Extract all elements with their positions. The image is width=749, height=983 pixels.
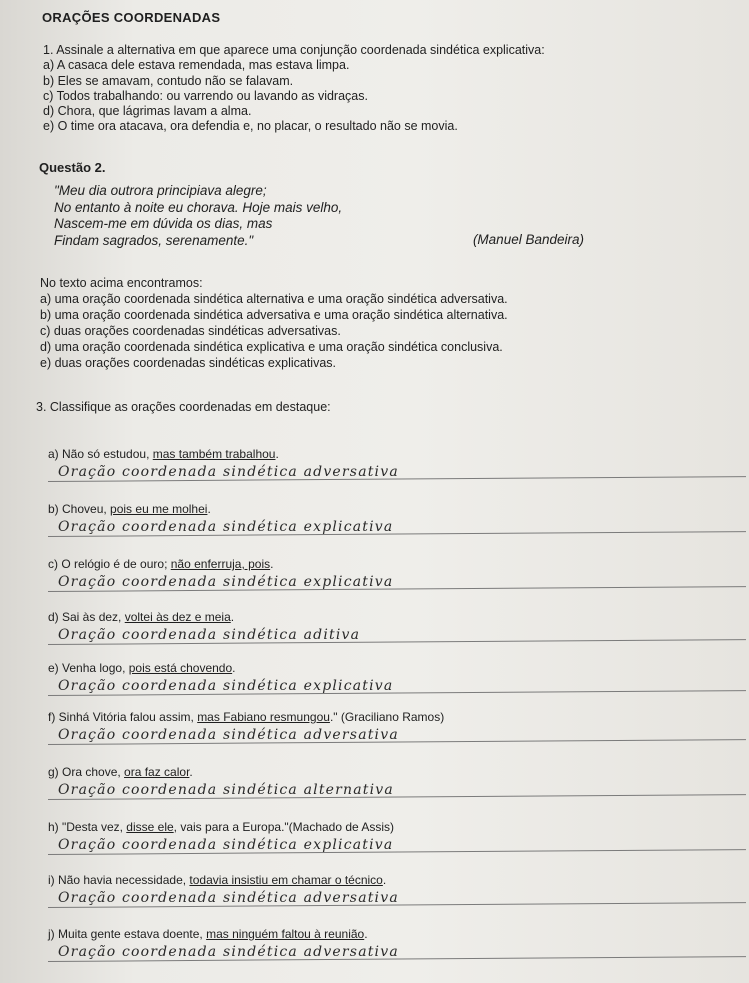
handwritten-answer[interactable]: Oração coordenada sindética adversativa [58,464,399,480]
handwritten-answer[interactable]: Oração coordenada sindética explicativa [58,519,394,535]
handwritten-answer[interactable]: Oração coordenada sindética explicativa [58,574,394,590]
poem-line-3: Nascem-me em dúvida os dias, mas [54,216,273,231]
item-prompt [48,447,279,461]
highlighted-clause: mas também trabalhou [152,447,276,461]
highlighted-clause: pois está chovendo [128,661,233,675]
prompt-text-end: . [189,765,193,779]
question-2-option-e: e) duas orações coordenadas sindéticas explicativas. [40,356,337,370]
item-prompt [48,873,386,887]
prompt-text-end: . [270,557,274,571]
question-1 [43,43,545,135]
question-1-option-b: b) Eles se amavam, contudo não se falavam. [43,73,294,88]
question-3-item-h [48,820,748,870]
handwritten-answer[interactable]: Oração coordenada sindética alternativa [58,782,394,798]
question-1-statement: 1. Assinale a alternativa em que aparece uma conjunção coordenada sindética explicativa: [43,43,545,57]
prompt-text-end: . [382,873,387,887]
question-3-item-b [48,502,748,552]
handwritten-answer[interactable]: Oração coordenada sindética adversativa [58,944,399,960]
highlighted-clause: ora faz calor [124,765,190,779]
highlighted-clause: mas ninguém faltou à reunião [206,927,365,941]
item-prompt [48,820,394,834]
prompt-text: d) Sai às dez, [48,610,125,624]
handwritten-answer[interactable]: Oração coordenada sindética aditiva [58,627,361,643]
handwritten-answer[interactable]: Oração coordenada sindética adversativa [58,890,399,906]
question-2-option-a: a) uma oração coordenada sindética alternativa e uma oração sindética adversativa. [40,292,508,306]
item-prompt [48,557,273,571]
question-2-option-c: c) duas orações coordenadas sindéticas adversativas. [40,324,341,338]
handwritten-answer[interactable]: Oração coordenada sindética explicativa [58,837,394,853]
question-2 [40,275,508,371]
question-2-heading: Questão 2. [39,160,106,175]
question-3-item-g [48,765,748,815]
question-1-option-c: c) Todos trabalhando: ou varrendo ou lavando as vidraças. [43,88,368,103]
question-3-item-e [48,661,748,711]
highlighted-clause: pois eu me molhei [110,502,208,516]
question-3-item-c [48,557,748,607]
prompt-text-end: ." (Graciliano Ramos) [329,710,445,724]
item-prompt [48,661,235,675]
poem-line-2: No entanto à noite eu chorava. Hoje mais velho, [54,199,343,215]
prompt-text: f) Sinhá Vitória falou assim, [48,710,198,724]
item-prompt [48,710,444,724]
question-3-item-j [48,927,748,977]
prompt-text-end: . [207,502,211,516]
handwritten-answer[interactable]: Oração coordenada sindética explicativa [58,678,394,694]
worksheet-title: ORAÇÕES COORDENADAS [42,10,221,25]
prompt-text: g) Ora chove, [48,765,125,779]
highlighted-clause: disse ele [126,820,174,834]
item-prompt [48,765,193,779]
question-3-item-a [48,447,748,497]
question-3-item-i [48,873,748,923]
poem-excerpt [54,183,584,249]
poem-line-4: Findam sagrados, serenamente." [54,232,254,248]
prompt-text: e) Venha logo, [48,661,129,675]
prompt-text-end: . [364,927,368,941]
question-2-intro: No texto acima encontramos: [40,276,203,290]
question-2-option-b: b) uma oração coordenada sindética adversativa e uma oração sindética alternativa. [40,308,508,322]
prompt-text: i) Não havia necessidade, [48,873,190,887]
prompt-text-end: , vais para a Europa."(Machado de Assis) [173,820,395,834]
item-prompt [48,927,368,941]
poem-author: (Manuel Bandeira) [472,232,584,247]
question-1-option-e: e) O time ora atacava, ora defendia e, no placar, o resultado não se movia. [43,119,458,134]
question-3-item-f [48,710,748,760]
prompt-text-end: . [232,661,236,675]
question-2-option-d: d) uma oração coordenada sindética explicativa e uma oração sindética conclusiva. [40,340,503,354]
prompt-text: c) O relógio é de ouro; [48,557,171,571]
question-3-statement: 3. Classifique as orações coordenadas em destaque: [36,400,331,414]
question-1-option-a: a) A casaca dele estava remendada, mas estava limpa. [43,58,350,73]
poem-line-1: "Meu dia outrora principiava alegre; [54,183,267,198]
item-prompt [48,610,234,624]
question-1-option-d: d) Chora, que lágrimas lavam a alma. [43,104,252,119]
prompt-text-end: . [230,610,235,624]
highlighted-clause: todavia insistiu em chamar o técnico [189,873,383,887]
prompt-text: h) "Desta vez, [48,820,127,834]
prompt-text-end: . [275,447,279,461]
highlighted-clause: não enferruja, pois [170,557,271,571]
prompt-text: b) Choveu, [48,502,111,516]
highlighted-clause: mas Fabiano resmungou [197,710,330,724]
handwritten-answer[interactable]: Oração coordenada sindética adversativa [58,727,399,743]
prompt-text: j) Muita gente estava doente, [48,927,207,941]
item-prompt [48,502,211,516]
question-3-item-d [48,610,748,660]
prompt-text: a) Não só estudou, [48,447,153,461]
highlighted-clause: voltei às dez e meia [124,610,231,624]
